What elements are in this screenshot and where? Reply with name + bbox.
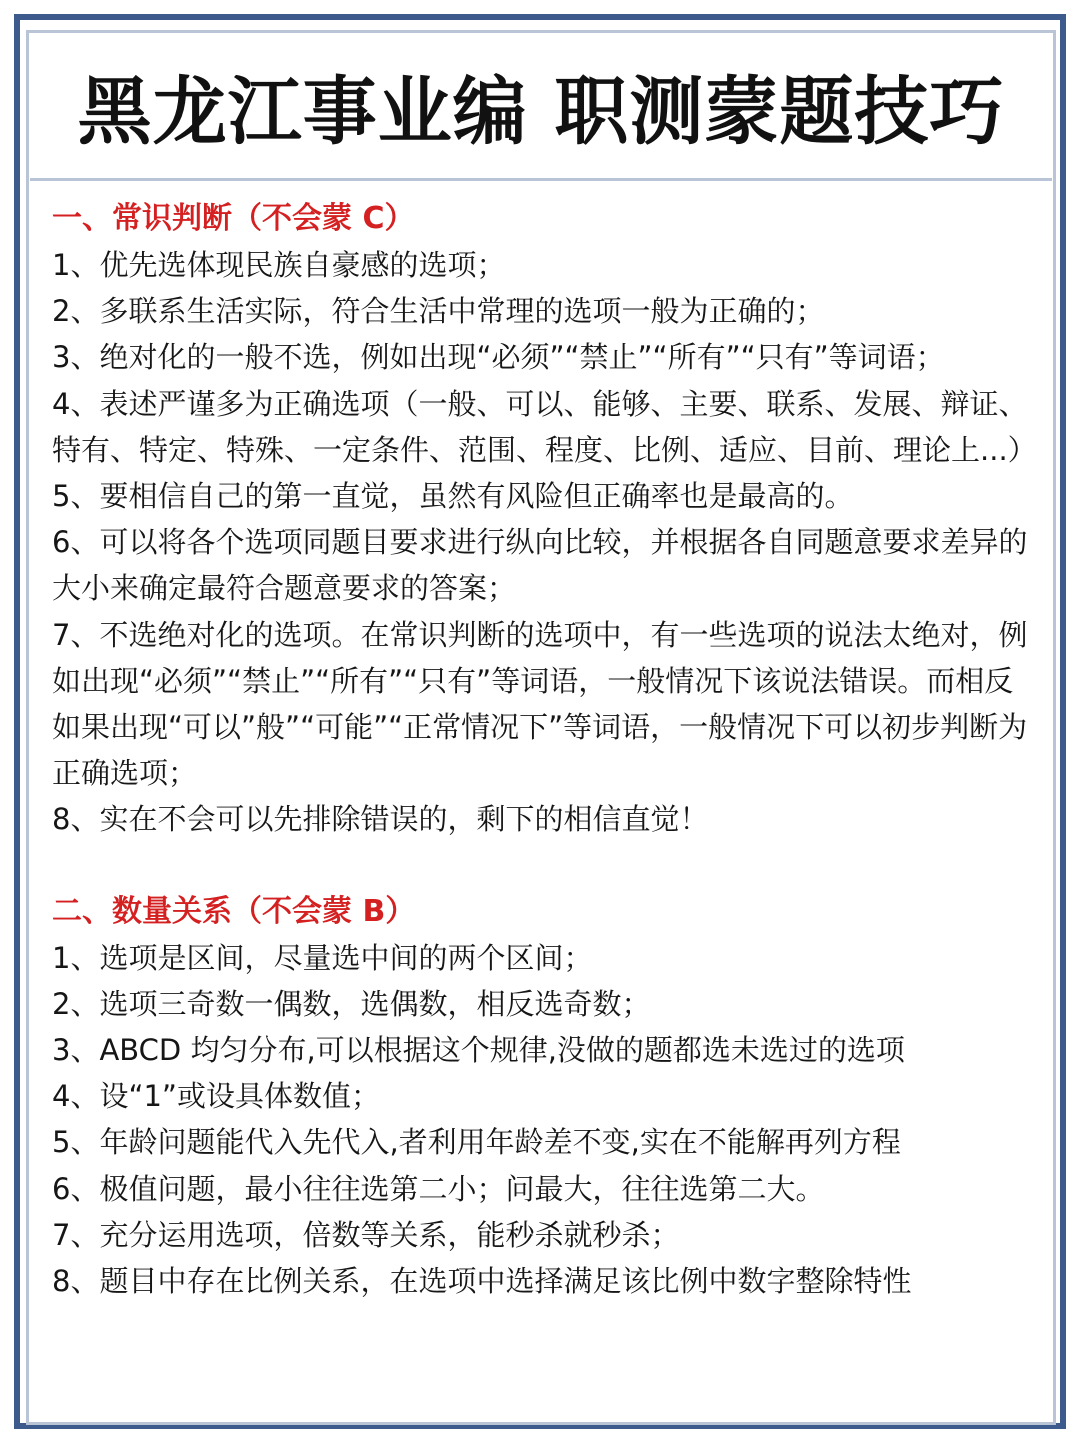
list-item: 4、设“1”或设具体数值； — [52, 1079, 380, 1114]
list-item: 7、充分运用选项，倍数等关系，能秒杀就秒杀； — [52, 1217, 680, 1252]
content — [52, 196, 1042, 1304]
section-spacer — [52, 843, 1042, 889]
section-heading: 二、数量关系（不会蒙 B） — [52, 893, 416, 929]
list-item: 3、绝对化的一般不选，例如出现“必须”“禁止”“所有”“只有”等词语； — [52, 340, 945, 375]
section-heading: 一、常识判断（不会蒙 C） — [52, 201, 415, 236]
list-item: 5、要相信自己的第一直觉，虽然有风险但正确率也是最高的。 — [52, 479, 854, 514]
list-item: 3、ABCD 均匀分布,可以根据这个规律,没做的题都选未选过的选项 — [52, 1033, 905, 1068]
list-item: 5、年龄问题能代入先代入,者利用年龄差不变,实在不能解再列方程 — [52, 1125, 901, 1160]
page-title: 黑龙江事业编 职测蒙题技巧 — [77, 69, 1005, 155]
list-item: 2、选项三奇数一偶数，选偶数，相反选奇数； — [52, 986, 651, 1021]
section-common-sense — [52, 196, 1042, 843]
list-item: 6、极值问题，最小往往选第二小；问最大，往往选第二大。 — [52, 1171, 825, 1206]
title-box — [30, 34, 1052, 181]
list-item: 8、实在不会可以先排除错误的，剩下的相信直觉！ — [52, 802, 709, 837]
list-item: 8、题目中存在比例关系，在选项中选择满足该比例中数字整除特性 — [52, 1264, 912, 1299]
list-item: 7、不选绝对化的选项。在常识判断的选项中，有一些选项的说法太绝对，例如出现“必须”“禁止”“所有”“只有”等词语，一般情况下该说法错误。而相反如果出现“可以”般”“可能”“正常情况下”等词语，一般情况下可以初步判断为正确选项； — [52, 617, 1028, 791]
section-quantitative — [52, 889, 1042, 1305]
list-item: 6、可以将各个选项同题目要求进行纵向比较，并根据各自同题意要求差异的大小来确定最符合题意要求的答案； — [52, 525, 1028, 606]
list-item: 2、多联系生活实际，符合生活中常理的选项一般为正确的； — [52, 294, 825, 329]
list-item: 1、优先选体现民族自豪感的选项； — [52, 248, 506, 282]
list-item: 4、表述严谨多为正确选项（一般、可以、能够、主要、联系、发展、辩证、特有、特定、特殊、一定条件、范围、程度、比例、适应、目前、理论上...） — [52, 386, 1037, 467]
list-item: 1、选项是区间，尽量选中间的两个区间； — [52, 940, 593, 975]
